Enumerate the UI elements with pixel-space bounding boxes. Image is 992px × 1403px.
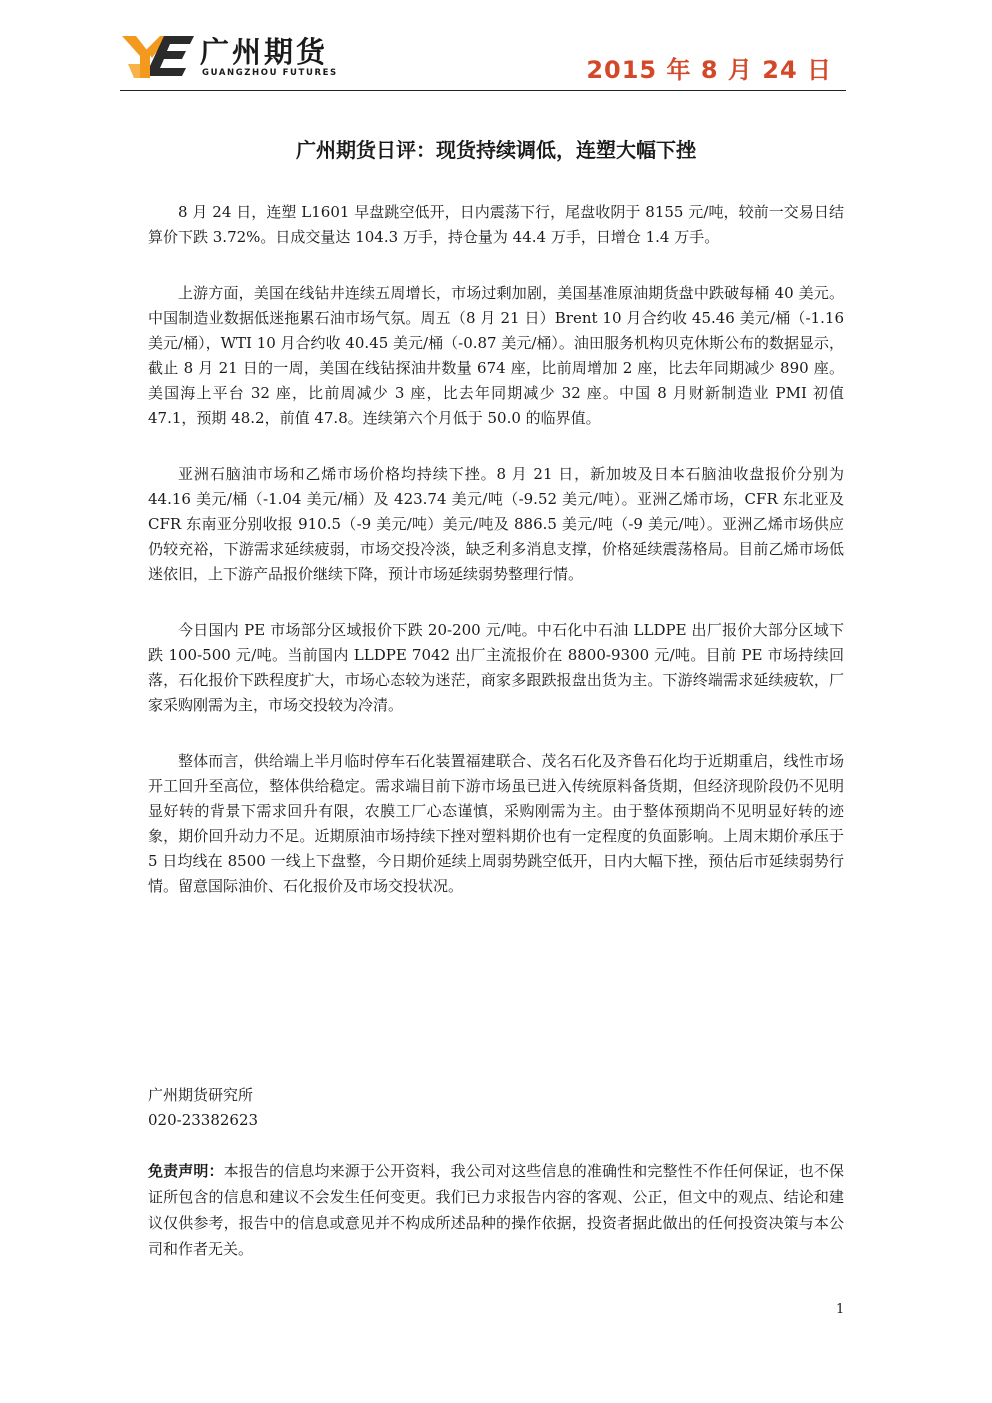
contact-org: 广州期货研究所 [148,1086,254,1104]
contact-block [148,1083,258,1133]
report-date: 2015 年 8 月 24 日 [586,56,832,84]
report-body [148,200,844,930]
guangzhou-futures-logo [120,30,196,82]
brand-name-en: GUANGZHOU FUTURES [202,68,338,78]
page-number: 1 [836,1302,845,1317]
page-header [120,28,846,91]
disclaimer-text: 本报告的信息均来源于公开资料，我公司对这些信息的准确性和完整性不作任何保证，也不保证所包含的信息和建议不会发生任何变更。我们已力求报告内容的客观、公正，但文中的观点、结论和建议仅供参考，报告中的信息或意见并不构成所述品种的操作依据，投资者据此做出的任何投资决策与本公司和作者无关。 [148,1162,844,1258]
disclaimer-label: 免责声明： [148,1162,224,1180]
paragraph-upstream-crude: 上游方面，美国在线钻井连续五周增长，市场过剩加剧，美国基准原油期货盘中跌破每桶 40 美元。中国制造业数据低迷拖累石油市场气氛。周五（8 月 21 日）Brent 10 月合约收 45.46 美元/桶（-1.16 美元/桶），WTI 10 月合约收 40.45 美元/桶（-0.87 美元/桶）。油田服务机构贝克休斯公布的数据显示，截止 8 月 21 日的一周，美国在线钻探油井数量 674 座，比前周增加 2 座，比去年同期减少 890 座。美国海上平台 32 座，比前周减少 3 座，比去年同期减少 32 座。中国 8 月财新制造业 PMI 初值 47.1，预期 48.2，前值 47.8。连续第六个月低于 50.0 的临界值。 [148,284,844,427]
contact-phone: 020-23382623 [148,1111,259,1129]
paragraph-asia-naphtha-ethylene: 亚洲石脑油市场和乙烯市场价格均持续下挫。8 月 21 日，新加坡及日本石脑油收盘报价分别为 44.16 美元/桶（-1.04 美元/桶）及 423.74 美元/吨（-9.52 美元/吨）。亚洲乙烯市场，CFR 东北亚及 CFR 东南亚分别收报 910.5（-9 美元/吨）美元/吨及 886.5 美元/吨（-9 美元/吨）。亚洲乙烯市场供应仍较充裕，下游需求延续疲弱，市场交投冷淡，缺乏利多消息支撑，价格延续震荡格局。目前乙烯市场低迷依旧，上下游产品报价继续下降，预计市场延续弱势整理行情。 [148,465,844,583]
paragraph-domestic-pe: 今日国内 PE 市场部分区域报价下跌 20-200 元/吨。中石化中石油 LLDPE 出厂报价大部分区域下跌 100-500 元/吨。当前国内 LLDPE 7042 出厂主流报价在 8800-9300 元/吨。目前 PE 市场持续回落，石化报价下跌程度扩大，市场心态较为迷茫，商家多跟跌报盘出货为主。下游终端需求延续疲软，厂家采购刚需为主，市场交投较为冷清。 [148,621,844,714]
report-title: 广州期货日评：现货持续调低，连塑大幅下挫 [296,138,696,162]
paragraph-overall-outlook: 整体而言，供给端上半月临时停车石化装置福建联合、茂名石化及齐鲁石化均于近期重启，线性市场开工回升至高位，整体供给稳定。需求端目前下游市场虽已进入传统原料备货期，但经济现阶段仍不见明显好转的背景下需求回升有限，农膜工厂心态谨慎，采购刚需为主。由于整体预期尚不见明显好转的迹象，期价回升动力不足。近期原油市场持续下挫对塑料期价也有一定程度的负面影响。上周末期价承压于 5 日均线在 8500 一线上下盘整，今日期价延续上周弱势跳空低开，日内大幅下挫，预估后市延续弱势行情。留意国际油价、石化报价及市场交投状况。 [148,752,844,895]
disclaimer [148,1158,844,1262]
brand-name-cn: 广州期货 [200,35,329,69]
paragraph-market-summary: 8 月 24 日，连塑 L1601 早盘跳空低开，日内震荡下行，尾盘收阴于 8155 元/吨，较前一交易日结算价下跌 3.72%。日成交量达 104.3 万手，持仓量为 44.4 万手，日增仓 1.4 万手。 [148,203,844,246]
